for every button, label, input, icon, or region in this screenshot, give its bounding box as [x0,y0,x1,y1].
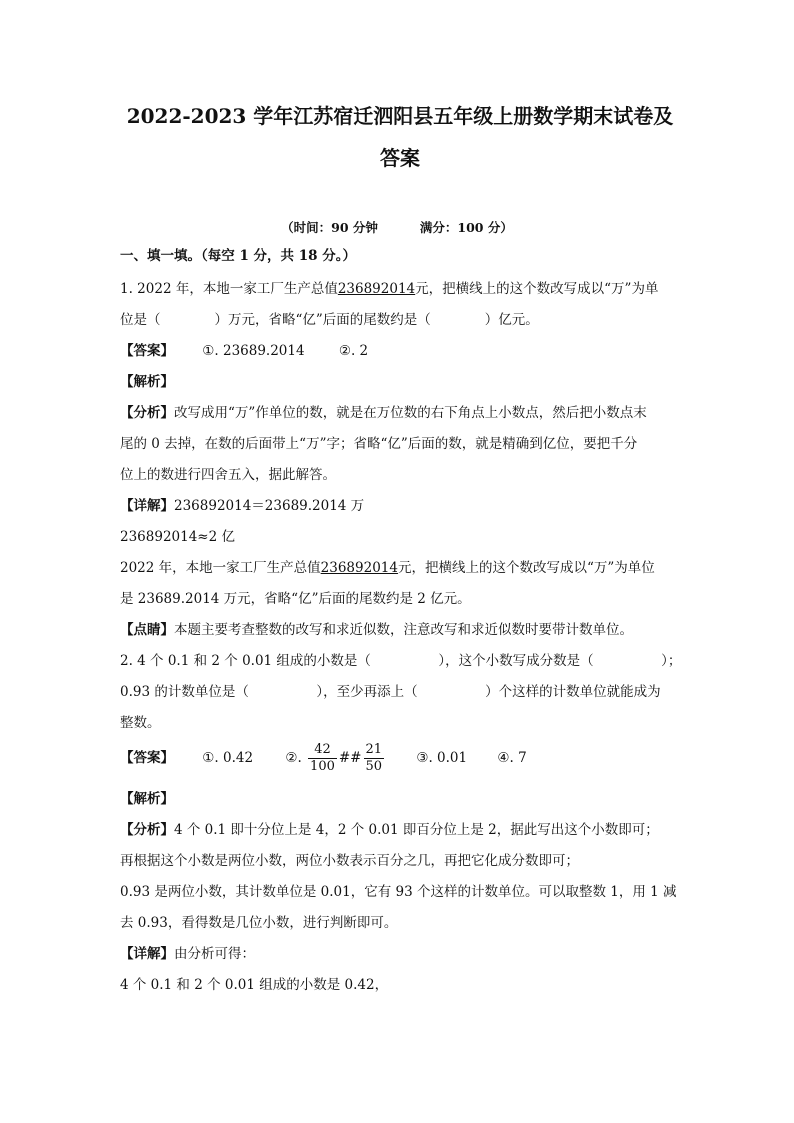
exam-time: （时间：90 分钟 [281,220,378,235]
fraction-denominator: 100 [310,759,335,774]
q2-fenxi-line3: 0.93 是两位小数，其计数单位是 0.01，它有 93 个这样的计数单位。可以取整数 1，用 1 减 [120,884,677,900]
q2-answer-1: ①. 0.42 [202,749,254,766]
q2-fenxi-text1: 4 个 0.1 即十分位上是 4，2 个 0.01 即百分位上是 2，据此写出这个小数即可； [174,822,659,838]
q2-line2: 0.93 的计数单位是（ ），至少再添上（ ）个这样的计数单位就能成为 [120,684,661,700]
q1-line2: 位是（ ）万元，省略“亿”后面的尾数约是（ ）亿元。 [120,312,539,328]
q1-fenxi-line1 [120,407,647,421]
fenxi-label: 【分析】 [120,822,174,838]
q2-detail-line2: 4 个 0.1 和 2 个 0.01 组成的小数是 0.42， [120,977,389,993]
q1-dianjing [120,624,633,638]
q2-fraction-2 [364,742,385,775]
q2-line1: 2. 4 个 0.1 和 2 个 0.01 组成的小数是（ ），这个小数写成分数是（ ）； [120,653,682,669]
document-title-line1: 2022-2023 学年江苏宿迁泗阳县五年级上册数学期末试卷及 [126,104,674,128]
q2-fenxi-line2: 再根据这个小数是两位小数，两位小数表示百分之几，再把它化成分数即可； [120,853,579,869]
q2-fenxi-line1 [120,824,659,838]
q2-line3: 整数。 [120,715,161,731]
fenxi-label: 【分析】 [120,405,174,421]
q1-detail-line1 [120,500,364,514]
q1-fenxi-text1: 改写成用“万”作单位的数，就是在万位数的右下角点上小数点，然后把小数点末 [174,405,647,421]
q1-detail-line2: 236892014≈2 亿 [120,529,235,545]
q2-fenxi-line4: 去 0.93，看得数是几位小数，进行判断即可。 [120,915,398,931]
fraction-denominator: 50 [365,759,383,774]
document-title-line2: 答案 [380,146,420,170]
q1-answer [120,345,368,359]
q1-detail-text3b: 元，把横线上的这个数改写成以“万”为单位 [397,560,655,576]
q1-text-b: 元，把横线上的这个数改写成以“万”为单 [415,281,659,297]
answer-label: 【答案】 [120,749,174,766]
q1-detail-text1: 236892014＝23689.2014 万 [174,498,365,514]
q1-answer-2: ②. 2 [338,343,369,359]
q1-dianjing-text: 本题主要考查整数的改写和求近似数，注意改写和求近似数时要带计数单位。 [174,622,633,638]
fraction-numerator: 42 [308,742,337,759]
q2-answer [120,742,527,775]
answer-label: 【答案】 [120,343,174,359]
dianjing-label: 【点睛】 [120,622,174,638]
q1-fenxi-line3: 位上的数进行四舍五入，据此解答。 [120,467,336,483]
q2-answer-2-prefix: ②. [285,749,302,766]
q1-detail-text3a: 2022 年，本地一家工厂生产总值 [120,560,321,576]
q2-detail-text1: 由分析可得： [174,946,255,962]
q1-line1 [120,283,658,297]
q1-detail-line4: 是 23689.2014 万元，省略“亿”后面的尾数约是 2 亿元。 [120,591,471,607]
exam-score: 满分：100 分） [419,220,513,235]
detail-label: 【详解】 [120,946,174,962]
fraction-separator: ## [338,749,362,766]
q1-detail-line3 [120,562,655,576]
q2-answer-3: ③. 0.01 [416,749,468,766]
q2-answer-4: ④. 7 [497,749,527,766]
detail-label: 【详解】 [120,498,174,514]
q1-analysis-label: 【解析】 [120,374,174,390]
q1-detail-underlined-number: 236892014 [320,560,398,576]
q1-underlined-number: 236892014 [337,281,416,297]
q1-fenxi-line2: 尾的 0 去掉，在数的后面带上“万”字；省略“亿”后面的数，就是精确到亿位，要把千分 [120,436,638,452]
q1-answer-1: ①. 23689.2014 [202,343,305,359]
q1-text-a: 1. 2022 年，本地一家工厂生产总值 [120,281,338,297]
q2-detail-line1 [120,948,255,962]
q2-analysis-label: 【解析】 [120,791,174,807]
section-heading: 一、填一填。（每空 1 分，共 18 分。） [120,248,356,264]
fraction-numerator: 21 [365,742,383,757]
q2-fraction-1 [308,742,337,775]
exam-meta [0,218,794,236]
